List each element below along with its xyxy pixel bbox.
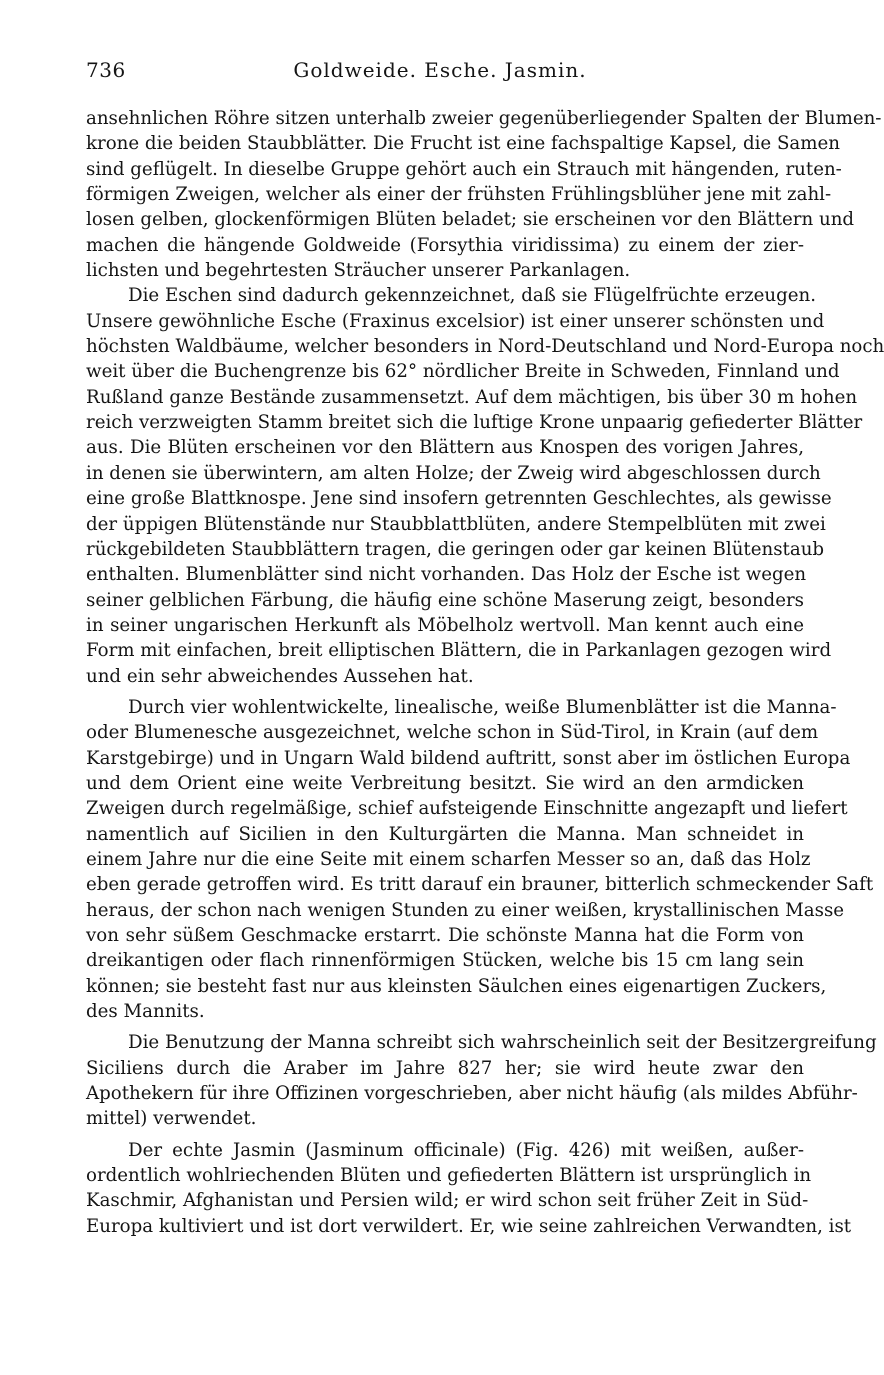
text-line: ansehnlichen Röhre sitzen unterhalb zweier gegenüberliegender Spalten der Blumen- [86,108,882,129]
text-line: Karstgebirge) und in Ungarn Wald bildend auftritt, sonst aber im östlichen Europa [86,747,851,769]
text-line: Siciliens durch die Araber im Jahre 827 her; sie wird heute zwar den [86,1057,804,1079]
text-line: Europa kultiviert und ist dort verwildert. Er, wie seine zahlreichen Verwandten, ist [86,1215,852,1237]
text-line: machen die hängende Goldweide (Forsythia viridissima) zu einem der zier- [86,234,804,256]
paragraph-jasmin [86,1138,852,1239]
page-number: 736 [86,58,126,82]
text-line: eben gerade getroffen wird. Es tritt darauf ein brauner, bitterlich schmeckender Saft [86,874,874,896]
text-line: des Mannits. [86,1001,205,1023]
text-line: Der echte Jasmin (Jasminum officinale) (Fig. 426) mit weißen, außer- [128,1139,804,1161]
text-line: eine große Blattknospe. Jene sind insofern getrennten Geschlechtes, als gewisse [86,488,832,510]
text-line: Apothekern für ihre Offizinen vorgeschrieben, aber nicht häufig (als mildes Abführ- [86,1083,858,1105]
text-line: Rußland ganze Bestände zusammensetzt. Auf dem mächtigen, bis über 30 m hohen [86,386,858,408]
text-line: krone die beiden Staubblätter. Die Frucht ist eine fachspaltige Kapsel, die Samen [86,133,840,155]
body-text [86,106,884,1239]
text-line: weit über die Buchengrenze bis 62° nördlicher Breite in Schweden, Finnland und [86,361,840,383]
text-line: Kaschmir, Afghanistan und Persien wild; er wird schon seit früher Zeit in Süd- [86,1190,809,1212]
text-line: dreikantigen oder flach rinnenförmigen Stücken, welche bis 15 cm lang sein [86,950,804,972]
text-line: oder Blumenesche ausgezeichnet, welche schon in Süd-Tirol, in Krain (auf dem [86,722,819,744]
text-line: reich verzweigten Stamm breitet sich die luftige Krone unpaarig gefiederter Blätter [86,412,863,434]
paragraph-manna-esche [86,695,874,1024]
text-line: lichsten und begehrtesten Sträucher unserer Parkanlagen. [86,260,631,282]
text-line: namentlich auf Sicilien in den Kulturgärten die Manna. Man schneidet in [86,823,804,845]
text-line: sind geflügelt. In dieselbe Gruppe gehört auch ein Strauch mit hängenden, ruten- [86,158,842,180]
paragraph-goldweide [86,106,882,283]
text-line: Form mit einfachen, breit elliptischen Blättern, die in Parkanlagen gezogen wird [86,640,832,662]
text-line: höchsten Waldbäume, welcher besonders in Nord-Deutschland und Nord-Europa noch [86,336,884,358]
text-line: in denen sie überwintern, am alten Holze; der Zweig wird abgeschlossen durch [86,462,821,484]
running-title: Goldweide. Esche. Jasmin. [293,58,587,82]
text-line: seiner gelblichen Färbung, die häufig eine schöne Maserung zeigt, besonders [86,589,804,611]
text-line: enthalten. Blumenblätter sind nicht vorhanden. Das Holz der Esche ist wegen [86,564,807,586]
text-line: Unsere gewöhnliche Esche (Fraxinus excelsior) ist einer unserer schönsten und [86,310,825,332]
text-line: Die Eschen sind dadurch gekennzeichnet, daß sie Flügelfrüchte erzeugen. [128,285,817,307]
text-line: förmigen Zweigen, welcher als einer der frühsten Frühlingsblüher jene mit zahl- [86,184,832,206]
text-line: Durch vier wohlentwickelte, linealische, weiße Blumenblätter ist die Manna- [128,696,837,718]
paragraph-manna-nutzung [86,1030,877,1131]
text-line: heraus, der schon nach wenigen Stunden zu einer weißen, krystallinischen Masse [86,899,845,921]
text-line: einem Jahre nur die eine Seite mit einem scharfen Messer so an, daß das Holz [86,848,811,870]
text-line: ordentlich wohlriechenden Blüten und gefiederten Blättern ist ursprünglich in [86,1165,812,1187]
text-line: Die Benutzung der Manna schreibt sich wahrscheinlich seit der Besitzergreifung [128,1032,877,1054]
text-line: und ein sehr abweichendes Aussehen hat. [86,665,474,687]
text-line: rückgebildeten Staubblättern tragen, die geringen oder gar keinen Blütenstaub [86,538,825,560]
text-line: Zweigen durch regelmäßige, schief aufsteigende Einschnitte angezapft und liefert [86,798,848,820]
text-line: von sehr süßem Geschmacke erstarrt. Die schönste Manna hat die Form von [86,925,804,946]
text-line: der üppigen Blütenstände nur Staubblattblüten, andere Stempelblüten mit zwei [86,513,826,535]
text-line: mittel) verwendet. [86,1108,257,1130]
text-line: können; sie besteht fast nur aus kleinsten Säulchen eines eigenartigen Zuckers, [86,975,827,997]
text-line: aus. Die Blüten erscheinen vor den Blättern aus Knospen des vorigen Jahres, [86,437,804,459]
paragraph-esche [86,283,884,689]
text-line: losen gelben, glockenförmigen Blüten beladet; sie erscheinen vor den Blättern und [86,209,855,231]
text-line: und dem Orient eine weite Verbreitung besitzt. Sie wird an den armdicken [86,772,804,794]
text-line: in seiner ungarischen Herkunft als Möbelholz wertvoll. Man kennt auch eine [86,614,804,636]
